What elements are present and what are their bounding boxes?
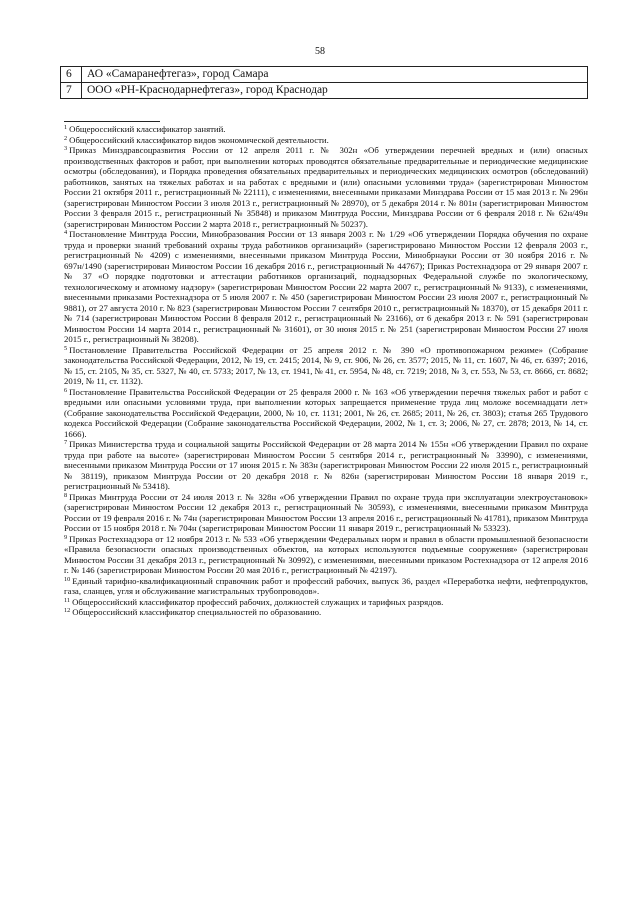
footnote-text: Единый тарифно-квалификационный справочник работ и профессий рабочих, выпуск 36, раздел «Переработка нефти, нефтепродуктов, газа, сланцев, угля и обслуживание магистральных трубопроводов».	[64, 575, 588, 596]
footnote-number: 7	[64, 439, 68, 446]
row-number: 7	[61, 83, 82, 99]
footnote-number: 3	[64, 145, 68, 152]
footnote	[64, 576, 588, 597]
footnote-text: Постановление Правительства Российской Федерации от 25 февраля 2000 г. № 163 «Об утверждении перечня тяжелых работ и работ с вредными или опасными условиями труда, при выполнении которых запрещается применение труда лиц моложе восемнадцати лет» (Собрание законодательства Российской Федерации, 2000, № 10, ст. 1131; 2001, № 26, ст. 2685; 2011, № 26, ст. 3803); статья 265 Трудового кодекса Российской Федерации (Собрание законодательства Российской Федерации, 2002, № 1, ст. 3; 2006, № 27, ст. 2878; 2013, № 14, ст. 1666).	[64, 386, 588, 439]
footnote-number: 10	[64, 575, 71, 583]
footnote-text: Приказ Ростехнадзора от 12 ноября 2013 г. № 533 «Об утверждении Федеральных норм и правил в области промышленной безопасности «Правила безопасности опасных производственных объектов, на которых используются подъемные сооружения» (зарегистрирован Минюстом России 31 декабря 2013 г., регистрационный № 30992), с изменениями, внесенными приказом Ростехнадзора от 12 апреля 2016 г. № 146 (зарегистрирован Минюстом России 20 мая 2016 г., регистрационный № 42197).	[64, 533, 588, 575]
organization-name: АО «Самаранефтегаз», город Самара	[82, 67, 588, 83]
footnote-text: Приказ Минтруда России от 24 июля 2013 г. № 328н «Об утверждении Правил по охране труда при эксплуатации электроустановок» (зарегистрирован Минюстом России 12 декабря 2013 г., регистрационный № 30593), с изменениями, внесенными приказом Минтруда России от 19 февраля 2016 г. № 74н (зарегистрирован Минюстом России 13 апреля 2016 г., регистрационный № 41781), приказом Минтруда России от 15 ноября 2018 г. № 704н (зарегистрирован Минюстом России 11 января 2019 г., регистрационный № 53323).	[64, 491, 588, 533]
footnote	[64, 124, 588, 135]
organizations-table	[60, 66, 588, 99]
footnote	[64, 345, 588, 387]
footnote-text: Приказ Министерства труда и социальной защиты Российской Федерации от 28 марта 2014 № 155н «Об утверждении Правил по охране труда при работе на высоте» (зарегистрирован Минюстом России 5 сентября 2014 г., регистрационный № 33990), с изменениями, внесенными приказом Минтруда России от 17 июня 2015 г. № 383н (зарегистрирован Минюстом России 22 июля 2015 г., регистрационный № 38119), приказом Минтруда России от 20 декабря 2018 г. № 826н (зарегистрирован Минюстом России 18 января 2019 г., регистрационный № 53418).	[64, 439, 588, 491]
footnote-number: 12	[64, 607, 71, 614]
footnote-number: 2	[64, 134, 68, 142]
footnote-number: 9	[64, 533, 68, 541]
footnote-text: Общероссийский классификатор занятий.	[69, 124, 226, 134]
footnote	[64, 387, 588, 440]
footnote	[64, 145, 588, 229]
footnote-text: Приказ Минздравсоцразвития России от 12 апреля 2011 г. № 302н «Об утверждении перечней вредных и (или) опасных производственных факторов и работ, при выполнении которых проводятся обязательные предварительные и периодические медицинские осмотры (обследования), и Порядка проведения обязательных предварительных и периодических медицинских осмотров (обследований) работников, занятых на тяжелых работах и на работах с вредными и (или) опасными условиями труда» (зарегистрирован Минюстом России 21 октября 2011 г., регистрационный № 22111), с изменениями, внесенными приказами Минздрава России от 15 мая 2013 г. № 296н (зарегистрирован Минюстом России 3 июля 2013 г., регистрационный № 28970), от 5 декабря 2014 г. № 801н (зарегистрирован Минюстом России 3 февраля 2015 г., регистрационный № 35848) и приказом Минтруда России, Минздрава России от 6 февраля 2018 г. № 62н/49н (зарегистрирован Минюстом России 2 марта 2018 г., регистрационный № 50237).	[64, 145, 588, 229]
footnote	[64, 229, 588, 345]
table-row	[61, 83, 588, 99]
organization-name: ООО «РН-Краснодарнефтегаз», город Краснодар	[82, 83, 588, 99]
footnote-number: 8	[64, 491, 68, 499]
table-row	[61, 67, 588, 83]
footnote-number: 5	[64, 344, 68, 352]
footnote-text: Постановление Минтруда России, Минобразования России от 13 января 2003 г. № 1/29 «Об утверждении Порядка обучения по охране труда и проверки знаний требований охраны труда работников организаций» (зарегистрировано Минюстом России 12 февраля 2003 г., регистрационный № 4209) с изменениями, внесенными приказом Минтруда России, Минобрнауки России от 30 ноября 2016 г. № 697н/1490 (зарегистрирован Минюстом России 16 декабря 2016 г., регистрационный № 44767); Приказ Ростехнадзора от 29 января 2007 г. № 37 «О порядке подготовки и аттестации работников организаций, поднадзорных Федеральной службе по экологическому, технологическому и атомному надзору» (зарегистрирован Минюстом России 22 марта 2007 г., регистрационный № 9133), с изменениями, внесенными приказами Ростехнадзора от 5 июля 2007 г. № 450 (зарегистрирован Минюстом России 23 июля 2007 г., регистрационный № 9881), от 27 августа 2010 г. № 823 (зарегистрирован Минюстом России 7 сентября 2010 г., регистрационный № 18370), от 15 декабря 2011 г. № 714 (зарегистрирован Минюстом России 8 февраля 2012 г., регистрационный № 23166), от 6 декабря 2013 г. № 591 (зарегистрирован Минюстом России 14 марта 2014 г., регистрационный № 31601), от 30 июня 2015 г. № 251 (зарегистрирован Минюстом России 27 июля 2015 г., регистрационный № 38208).	[64, 229, 588, 344]
row-number: 6	[61, 67, 82, 83]
footnote-number: 11	[64, 596, 71, 604]
footnote	[64, 439, 588, 492]
footnote	[64, 597, 588, 608]
footnote	[64, 492, 588, 534]
footnote-text: Общероссийский классификатор профессий рабочих, должностей служащих и тарифных разрядов.	[72, 596, 444, 607]
footnote-number: 4	[64, 229, 68, 236]
footnote-text: Общероссийский классификатор специальностей по образованию.	[72, 607, 322, 617]
footnote-text: Постановление Правительства Российской Федерации от 25 апреля 2012 г. № 390 «О противопожарном режиме» (Собрание законодательства Российской Федерации, 2012, № 19, ст. 2415; 2014, № 9, ст. 906, № 26, ст. 3577; 2015, № 11, ст. 1607, № 46, ст. 6397; 2016, № 15, ст. 2105, № 35, ст. 5327, № 40, ст. 5733; 2017, № 13, ст. 1941, № 41, ст. 5954, № 48, ст. 7219; 2018, № 3, ст. 553, № 53, ст. 8666, ст. 8682; 2019, № 11, ст. 1132).	[64, 344, 588, 386]
page-number: 58	[315, 46, 325, 57]
footnote	[64, 135, 588, 146]
footnote	[64, 534, 588, 576]
footnote-separator	[64, 121, 160, 122]
footnote-text: Общероссийский классификатор видов экономической деятельности.	[69, 134, 329, 145]
footnote-number: 1	[64, 124, 68, 131]
footnote-number: 6	[64, 386, 68, 394]
footnote	[64, 607, 588, 618]
footnotes	[64, 124, 588, 618]
